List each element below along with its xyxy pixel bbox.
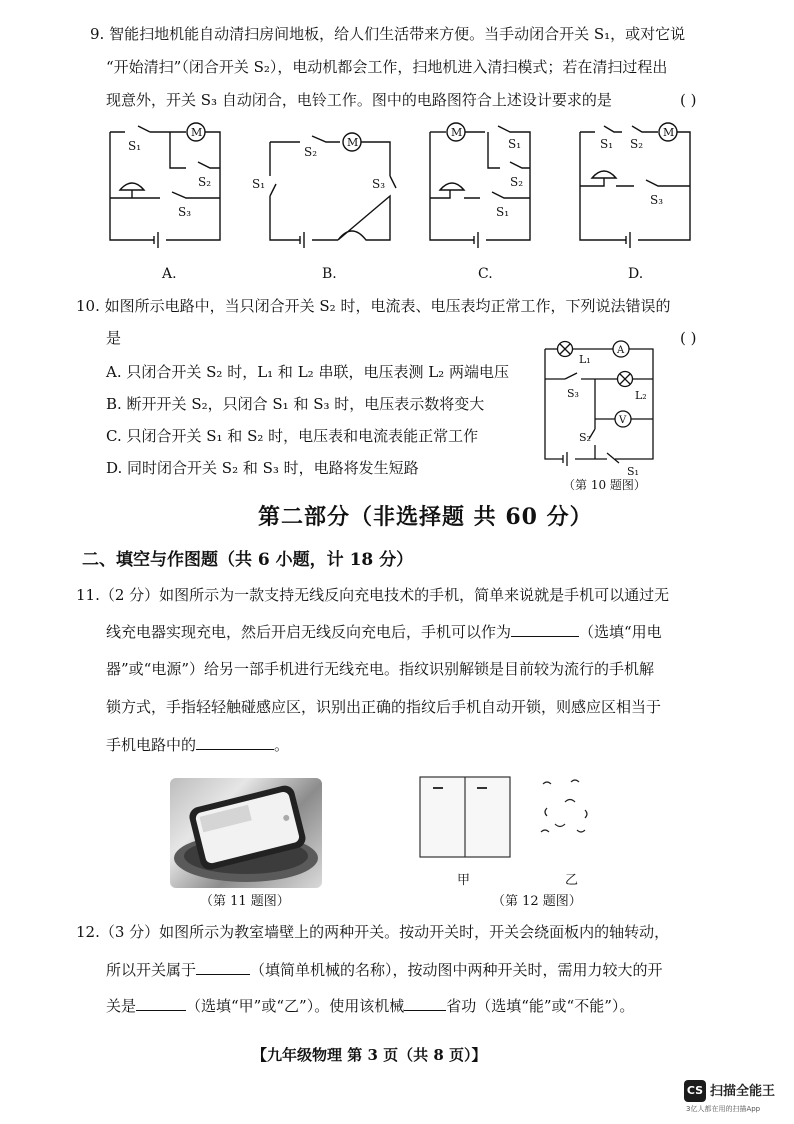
q9-answer-bracket: ( )	[680, 91, 697, 109]
q11-figure-caption: （第 11 题图）	[200, 894, 290, 909]
q11-line5-start: 手机电路中的	[106, 736, 197, 754]
q11-phone-photo	[170, 778, 322, 888]
q11-line2-start: 线充电器实现充电，然后开启无线反向充电后，手机可以作为	[106, 623, 512, 641]
q11-line2	[106, 622, 662, 642]
q10-s3-label: S₃	[567, 387, 579, 400]
q12-line2-end: （填简单机械的名称），按动图中两种开关时，需用力较大的开	[250, 961, 663, 979]
q10-voltmeter-label: V	[619, 415, 627, 426]
q12-line3-end: 省功（选填“能”或“不能”）。	[446, 997, 635, 1015]
camscanner-name: 扫描全能王	[710, 1084, 776, 1099]
phone-on-charger-image	[170, 778, 322, 888]
q10-l1-label: L₁	[579, 353, 591, 366]
circuit-d-s3-label: S₃	[650, 193, 664, 207]
q10-option-c: C. 只闭合开关 S₁ 和 S₂ 时，电压表和电流表能正常工作	[106, 427, 479, 445]
circuit-c-motor-label: M	[451, 126, 463, 139]
circuit-a-s1-label: S₁	[128, 139, 142, 153]
q11-blank-1[interactable]	[511, 622, 579, 637]
q11-blank-2[interactable]	[196, 735, 274, 750]
switch-jia-label: 甲	[457, 873, 471, 888]
q11-line4: 锁方式，手指轻轻触碰感应区，识别出正确的指纹后手机自动开锁，则感应区相当于	[106, 698, 662, 716]
q11-line1: 11.（2 分）如图所示为一款支持无线反向充电技术的手机，简单来说就是手机可以通过无	[76, 586, 670, 604]
q11-line5-end: 。	[274, 736, 290, 754]
q12-line3-start: 关是	[106, 997, 137, 1015]
circuit-a-s3-label: S₃	[178, 205, 192, 219]
circuit-d-s2-label: S₂	[630, 137, 644, 151]
circuit-d-motor-label: M	[663, 126, 675, 139]
q12-switches-figure	[415, 772, 605, 892]
circuit-b-motor-label: M	[347, 136, 359, 149]
q11-line2-end: （选填“用电	[579, 623, 662, 641]
q10-answer-bracket: ( )	[680, 329, 697, 347]
circuit-a-s2-label: S₂	[198, 175, 212, 189]
q9-circuit-diagrams	[90, 112, 720, 292]
q12-line1: 12.（3 分）如图所示为教室墙壁上的两种开关。按动开关时，开关会绕面板内的轴转动，	[76, 923, 670, 941]
q12-figure-caption: （第 12 题图）	[492, 894, 582, 909]
circuit-b-s1-label: S₁	[252, 177, 266, 191]
q12-line2-start: 所以开关属于	[106, 961, 197, 979]
camscanner-tagline: 3亿人都在用的扫描App	[686, 1105, 761, 1113]
circuit-d-s1-label: S₁	[600, 137, 614, 151]
q10-line2: 是	[106, 329, 122, 347]
q12-blank-3[interactable]	[404, 996, 446, 1011]
circuit-a-motor-label: M	[191, 126, 203, 139]
circuit-c-s1b-label: S₁	[496, 205, 510, 219]
page-footer: 【九年级物理 第 3 页（共 8 页）】	[252, 1046, 487, 1064]
circuit-c-s1-label: S₁	[508, 137, 522, 151]
option-b-label: B.	[322, 266, 337, 282]
section2-title: 二、填空与作图题（共 6 小题，计 18 分）	[82, 550, 414, 570]
circuit-b-s2-label: S₂	[304, 145, 318, 159]
q10-ammeter-label: A	[617, 345, 625, 356]
q12-line2	[106, 960, 663, 980]
q12-blank-1[interactable]	[196, 960, 250, 975]
switch-yi-pattern	[541, 780, 587, 832]
circuit-b-s3-label: S₃	[372, 177, 386, 191]
q11-line3: 器”或“电源”）给另一部手机进行无线充电。指纹识别解锁是目前较为流行的手机解	[106, 660, 655, 678]
q11-line5	[106, 735, 289, 755]
q9-line3: 现意外，开关 S₃ 自动闭合，电铃工作。图中的电路图符合上述设计要求的是	[106, 91, 612, 109]
circuit-c-s2-label: S₂	[510, 175, 524, 189]
q9-line2: “开始清扫”（闭合开关 S₂），电动机都会工作，扫地机进入清扫模式；若在清扫过程出	[106, 58, 668, 76]
option-d-label: D.	[628, 266, 644, 282]
q10-option-d: D. 同时闭合开关 S₂ 和 S₃ 时，电路将发生短路	[106, 459, 419, 477]
q10-l2-label: L₂	[635, 389, 647, 402]
q10-s2-label: S₂	[579, 431, 591, 444]
q9-line1: 9. 智能扫地机能自动清扫房间地板，给人们生活带来方便。当手动闭合开关 S₁，或对它说	[90, 25, 686, 43]
q12-blank-2[interactable]	[136, 996, 186, 1011]
part2-title: 第二部分（非选择题 共 60 分）	[258, 504, 593, 530]
q10-line1: 10. 如图所示电路中，当只闭合开关 S₂ 时，电流表、电压表均正常工作，下列说法错误的	[76, 297, 671, 315]
switch-yi-label: 乙	[565, 873, 579, 888]
q10-figure-caption: （第 10 题图）	[563, 478, 646, 492]
option-c-label: C.	[478, 266, 493, 282]
camscanner-logo: CS	[684, 1080, 706, 1102]
q12-line3	[106, 996, 634, 1016]
q10-option-b: B. 断开开关 S₂，只闭合 S₁ 和 S₃ 时，电压表示数将变大	[106, 395, 485, 413]
q12-line3-mid: （选填“甲”或“乙”）。使用该机械	[186, 997, 405, 1015]
option-a-label: A.	[162, 266, 177, 282]
q10-circuit-diagram	[535, 335, 665, 495]
q10-s1-label: S₁	[627, 465, 639, 478]
q10-option-a: A. 只闭合开关 S₂ 时，L₁ 和 L₂ 串联，电压表测 L₂ 两端电压	[106, 363, 509, 381]
